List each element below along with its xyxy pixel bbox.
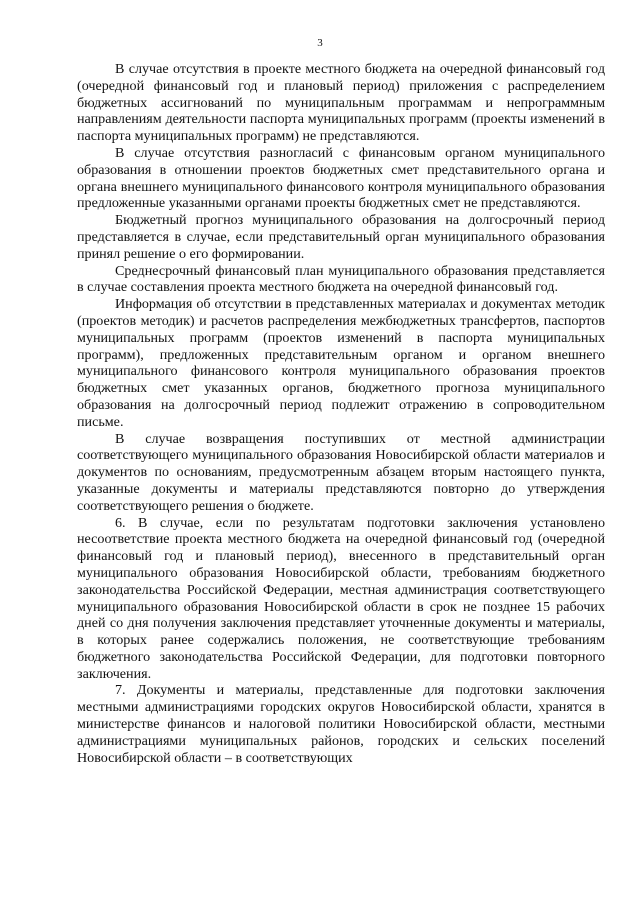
page-number: 3 (317, 37, 323, 49)
paragraph-absence-information: Информация об отсутствии в представленных материалах и документах методик (проектов методик) и расчетов распределения межбюджетных трансфертов, паспортов муниципальных программ (проектов изменений в паспорта муниципальных программ), предложенных представительным органом и органом внешнего муниципального финансового контроля муниципального образования проектов бюджетных смет указанных органов, бюджетного прогноза муниципального образования на долгосрочный период подлежит отражению в сопроводительном письме. (77, 296, 605, 430)
paragraph-item-7: 7. Документы и материалы, представленные для подготовки заключения местными администрациями городских округов Новосибирской области, хранятся в министерстве финансов и налоговой политики Новосибирской области, местными администрациями муниципальных районов, городских и сельских поселений Новосибирской области – в соответствующих (77, 682, 605, 766)
paragraph-medium-term-plan: Среднесрочный финансовый план муниципального образования представляется в случае составления проекта местного бюджета на очередной финансовый год. (77, 262, 605, 296)
paragraph-item-6: 6. В случае, если по результатам подготовки заключения установлено несоответствие проекта местного бюджета на очередной финансовый год (очередной финансовый год и плановый период), внесенного в представительный орган муниципального образования Новосибирской области, требованиям бюджетного законодательства Российской Федерации, местная администрация соответствующего муниципального образования Новосибирской области в срок не позднее 15 рабочих дней со дня получения заключения представляет уточненные документы и материалы, в которых ранее содержались положения, не соответствующие требованиям бюджетного законодательства Российской Федерации, для подготовки повторного заключения. (77, 514, 605, 682)
paragraph-no-disagreements: В случае отсутствия разногласий с финансовым органом муниципального образования в отношении проектов бюджетных смет представительного органа и органа внешнего муниципального финансового контроля муниципального образования предложенные указанными органами проекты бюджетных смет не представляются. (77, 144, 605, 212)
paragraph-return-of-materials: В случае возвращения поступивших от местной администрации соответствующего муниципального образования Новосибирской области материалов и документов по основаниям, предусмотренным абзацем вторым настоящего пункта, указанные документы и материалы представляются повторно до утверждения соответствующего решения о бюджете. (77, 430, 605, 514)
paragraph-budget-forecast: Бюджетный прогноз муниципального образования на долгосрочный период представляется в случае, если представительный орган муниципального образования принял решение о его формировании. (77, 212, 605, 262)
paragraph-missing-program-appendices: В случае отсутствия в проекте местного бюджета на очередной финансовый год (очередной финансовый год и плановый период) приложения с распределением бюджетных ассигнований по муниципальным программам и непрограммным направлениям деятельности паспорта муниципальных программ (проекты изменений в паспорта муниципальных программ) не представляются. (77, 61, 605, 145)
document-body (77, 61, 605, 766)
